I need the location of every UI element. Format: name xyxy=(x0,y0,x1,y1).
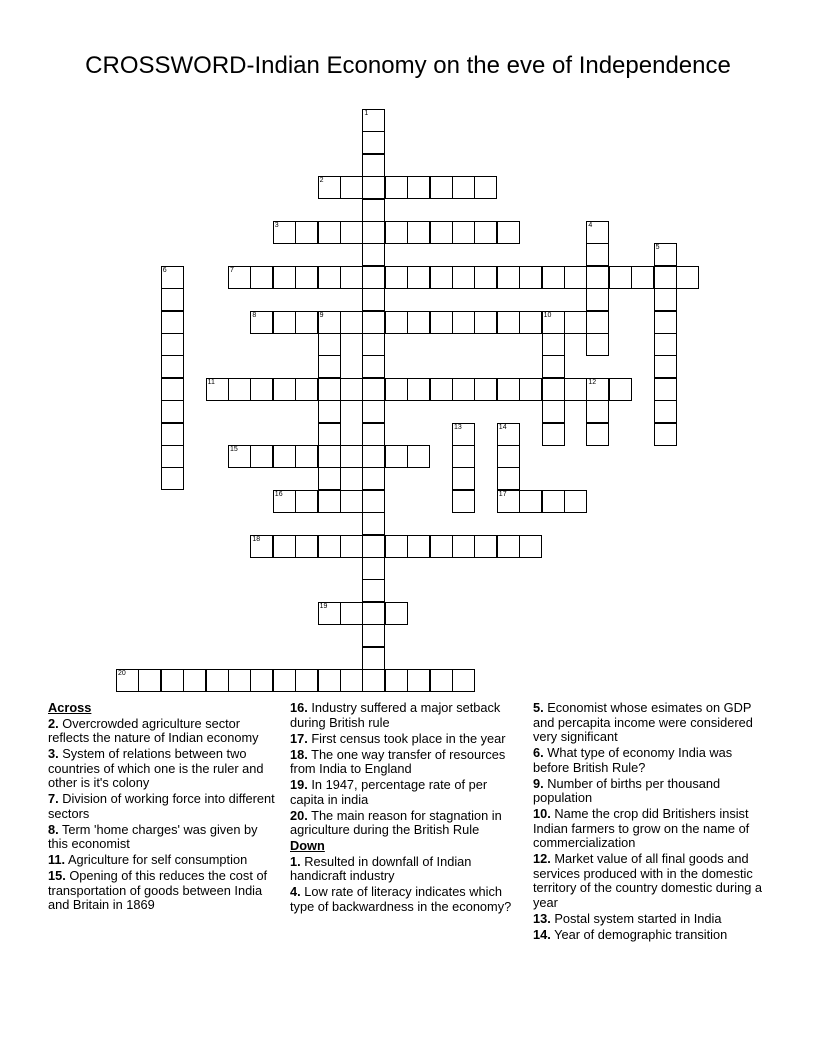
grid-cell[interactable] xyxy=(250,445,273,468)
grid-cell[interactable] xyxy=(161,467,184,490)
clue-number: 20 xyxy=(118,670,126,677)
grid-cell[interactable] xyxy=(228,266,251,289)
grid-cell[interactable] xyxy=(497,378,520,401)
clue-item: 6. What type of economy India was before British Rule? xyxy=(533,745,733,775)
grid-cell[interactable] xyxy=(676,266,699,289)
grid-cell[interactable] xyxy=(250,266,273,289)
grid-cell[interactable] xyxy=(542,490,565,513)
page-title: CROSSWORD-Indian Economy on the eve of Independence xyxy=(85,52,731,79)
grid-cell[interactable] xyxy=(654,266,677,289)
grid-cell[interactable] xyxy=(362,266,385,289)
grid-cell[interactable] xyxy=(295,378,318,401)
grid-cell[interactable] xyxy=(362,221,385,244)
clue-item: 4. Low rate of literacy indicates which type of backwardness in the economy? xyxy=(290,884,512,914)
grid-cell[interactable] xyxy=(586,221,609,244)
grid-cell[interactable] xyxy=(340,266,363,289)
grid-cell[interactable] xyxy=(362,288,385,311)
grid-cell[interactable] xyxy=(385,311,408,334)
grid-cell[interactable] xyxy=(340,445,363,468)
clue-number: 17 xyxy=(498,490,507,498)
clue-number: 14 xyxy=(498,423,507,431)
grid-cell[interactable] xyxy=(586,243,609,266)
grid-cell[interactable] xyxy=(430,221,453,244)
clue-item: 8. Term 'home charges' was given by this economist xyxy=(48,821,258,851)
grid-cell[interactable] xyxy=(295,266,318,289)
grid-cell[interactable] xyxy=(362,535,385,558)
clue-number: 6 xyxy=(162,266,167,274)
grid-cell[interactable] xyxy=(452,445,475,468)
grid-cell[interactable] xyxy=(183,669,206,692)
grid-cell[interactable] xyxy=(385,176,408,199)
grid-cell[interactable] xyxy=(474,221,497,244)
grid-cell[interactable] xyxy=(385,378,408,401)
grid-cell[interactable] xyxy=(362,199,385,222)
clue-number: 8 xyxy=(252,311,257,319)
grid-cell[interactable] xyxy=(273,311,296,334)
clue-item: 17. First census took place in the year xyxy=(290,730,506,746)
grid-cell[interactable] xyxy=(228,669,251,692)
grid-cell[interactable] xyxy=(362,131,385,154)
grid-cell[interactable] xyxy=(385,445,408,468)
grid-cell[interactable] xyxy=(564,490,587,513)
clue-number: 3 xyxy=(274,222,279,229)
grid-cell[interactable] xyxy=(385,669,408,692)
grid-cell[interactable] xyxy=(362,355,385,378)
grid-cell[interactable] xyxy=(519,311,542,334)
grid-cell[interactable] xyxy=(385,535,408,558)
grid-cell[interactable] xyxy=(273,445,296,468)
grid-cell[interactable] xyxy=(318,400,341,423)
grid-cell[interactable] xyxy=(542,311,565,334)
grid-cell[interactable] xyxy=(430,266,453,289)
grid-cell[interactable] xyxy=(519,490,542,513)
grid-cell[interactable] xyxy=(654,243,677,266)
grid-cell[interactable] xyxy=(340,669,363,692)
clue-item: 19. In 1947, percentage rate of per capita in india xyxy=(290,777,488,807)
clue-item: 20. The main reason for stagnation in agriculture during the British Rule xyxy=(290,807,502,837)
clue-column-2 xyxy=(290,701,522,916)
grid-cell[interactable] xyxy=(138,669,161,692)
grid-cell[interactable] xyxy=(542,423,565,446)
grid-cell[interactable] xyxy=(161,288,184,311)
grid-cell[interactable] xyxy=(452,176,475,199)
grid-cell[interactable] xyxy=(161,400,184,423)
grid-cell[interactable] xyxy=(340,535,363,558)
grid-cell[interactable] xyxy=(430,378,453,401)
grid-cell[interactable] xyxy=(340,378,363,401)
grid-cell[interactable] xyxy=(340,602,363,625)
grid-cell[interactable] xyxy=(654,423,677,446)
grid-cell[interactable] xyxy=(318,221,341,244)
grid-cell[interactable] xyxy=(318,467,341,490)
grid-cell[interactable] xyxy=(362,602,385,625)
grid-cell[interactable] xyxy=(295,221,318,244)
grid-cell[interactable] xyxy=(250,311,273,334)
grid-cell[interactable] xyxy=(206,378,229,401)
grid-cell[interactable] xyxy=(542,378,565,401)
grid-cell[interactable] xyxy=(654,355,677,378)
grid-cell[interactable] xyxy=(654,333,677,356)
grid-cell[interactable] xyxy=(385,266,408,289)
grid-cell[interactable] xyxy=(318,355,341,378)
grid-cell[interactable] xyxy=(452,266,475,289)
grid-cell[interactable] xyxy=(318,669,341,692)
grid-cell[interactable] xyxy=(362,243,385,266)
grid-cell[interactable] xyxy=(452,423,475,446)
clue-number: 19 xyxy=(319,602,328,610)
clue-item: 7. Division of working force into different sectors xyxy=(48,791,275,821)
grid-cell[interactable] xyxy=(318,535,341,558)
grid-cell[interactable] xyxy=(407,378,430,401)
grid-cell[interactable] xyxy=(385,221,408,244)
grid-cell[interactable] xyxy=(586,288,609,311)
grid-cell[interactable] xyxy=(654,311,677,334)
grid-cell[interactable] xyxy=(161,445,184,468)
grid-cell[interactable] xyxy=(318,445,341,468)
clue-item: 1. Resulted in downfall of Indian handicraft industry xyxy=(290,853,472,883)
grid-cell[interactable] xyxy=(430,176,453,199)
grid-cell[interactable] xyxy=(161,266,184,289)
grid-cell[interactable] xyxy=(273,266,296,289)
grid-cell[interactable] xyxy=(609,266,632,289)
grid-cell[interactable] xyxy=(586,266,609,289)
down-heading: Down xyxy=(290,838,325,853)
clue-number: 16 xyxy=(274,490,283,498)
grid-cell[interactable] xyxy=(474,535,497,558)
grid-cell[interactable] xyxy=(318,378,341,401)
grid-cell[interactable] xyxy=(228,378,251,401)
clue-number: 18 xyxy=(252,535,261,543)
grid-cell[interactable] xyxy=(161,669,184,692)
grid-cell[interactable] xyxy=(362,669,385,692)
grid-cell[interactable] xyxy=(497,490,520,513)
clue-item: 3. System of relations between two countries of which one is the ruler and other is it's colony xyxy=(48,746,264,790)
grid-cell[interactable] xyxy=(542,333,565,356)
clue-number: 12 xyxy=(588,378,597,386)
grid-cell[interactable] xyxy=(609,378,632,401)
grid-cell[interactable] xyxy=(519,535,542,558)
grid-cell[interactable] xyxy=(654,378,677,401)
clue-number: 13 xyxy=(454,423,462,431)
grid-cell[interactable] xyxy=(474,311,497,334)
grid-cell[interactable] xyxy=(654,288,677,311)
grid-cell[interactable] xyxy=(362,176,385,199)
grid-cell[interactable] xyxy=(362,490,385,513)
grid-cell[interactable] xyxy=(340,311,363,334)
grid-cell[interactable] xyxy=(295,490,318,513)
grid-cell[interactable] xyxy=(407,669,430,692)
grid-cell[interactable] xyxy=(586,423,609,446)
clue-item: 11. Agriculture for self consumption xyxy=(48,852,248,867)
grid-cell[interactable] xyxy=(542,400,565,423)
grid-cell[interactable] xyxy=(161,423,184,446)
clue-item: 10. Name the crop did Britishers insist Indian farmers to grow on the name of commercialization xyxy=(533,806,750,850)
grid-cell[interactable] xyxy=(586,400,609,423)
grid-cell[interactable] xyxy=(362,333,385,356)
grid-cell[interactable] xyxy=(362,467,385,490)
grid-cell[interactable] xyxy=(161,378,184,401)
grid-cell[interactable] xyxy=(318,423,341,446)
grid-cell[interactable] xyxy=(407,176,430,199)
clue-number: 10 xyxy=(543,311,552,319)
grid-cell[interactable] xyxy=(452,221,475,244)
grid-cell[interactable] xyxy=(318,333,341,356)
clue-number: 9 xyxy=(319,311,324,319)
grid-cell[interactable] xyxy=(295,669,318,692)
grid-cell[interactable] xyxy=(318,176,341,199)
clue-number: 4 xyxy=(588,222,593,229)
grid-cell[interactable] xyxy=(116,669,139,692)
grid-cell[interactable] xyxy=(430,535,453,558)
grid-cell[interactable] xyxy=(519,378,542,401)
grid-cell[interactable] xyxy=(586,378,609,401)
grid-cell[interactable] xyxy=(430,669,453,692)
grid-cell[interactable] xyxy=(340,176,363,199)
clue-item: 13. Postal system started in India xyxy=(533,910,722,926)
grid-cell[interactable] xyxy=(362,109,385,132)
grid-cell[interactable] xyxy=(318,266,341,289)
grid-cell[interactable] xyxy=(340,490,363,513)
grid-cell[interactable] xyxy=(542,266,565,289)
across-heading: Across xyxy=(48,700,92,715)
grid-cell[interactable] xyxy=(519,266,542,289)
grid-cell[interactable] xyxy=(586,311,609,334)
grid-cell[interactable] xyxy=(206,669,229,692)
grid-cell[interactable] xyxy=(362,400,385,423)
grid-cell[interactable] xyxy=(161,333,184,356)
grid-cell[interactable] xyxy=(362,512,385,535)
grid-cell[interactable] xyxy=(318,602,341,625)
clue-item: 9. Number of births per thousand population xyxy=(533,775,721,805)
grid-cell[interactable] xyxy=(362,154,385,177)
grid-cell[interactable] xyxy=(586,333,609,356)
grid-cell[interactable] xyxy=(161,311,184,334)
grid-cell[interactable] xyxy=(385,602,408,625)
grid-cell[interactable] xyxy=(362,445,385,468)
grid-cell[interactable] xyxy=(474,176,497,199)
grid-cell[interactable] xyxy=(362,647,385,670)
grid-cell[interactable] xyxy=(654,400,677,423)
grid-cell[interactable] xyxy=(318,490,341,513)
grid-cell[interactable] xyxy=(318,311,341,334)
grid-cell[interactable] xyxy=(497,445,520,468)
grid-cell[interactable] xyxy=(295,445,318,468)
grid-cell[interactable] xyxy=(497,423,520,446)
grid-cell[interactable] xyxy=(564,378,587,401)
clue-column-1 xyxy=(48,701,278,914)
grid-cell[interactable] xyxy=(564,311,587,334)
clue-item: 15. Opening of this reduces the cost of transportation of goods between India and Britain in 1869 xyxy=(48,868,268,912)
grid-cell[interactable] xyxy=(452,669,475,692)
grid-cell[interactable] xyxy=(362,311,385,334)
grid-cell[interactable] xyxy=(273,221,296,244)
grid-cell[interactable] xyxy=(452,378,475,401)
clue-item: 12. Market value of all final goods and services produced with in the domestic territory of the country domestic during a year xyxy=(533,851,763,910)
clue-item: 2. Overcrowded agriculture sector reflects the nature of Indian economy xyxy=(48,715,259,745)
grid-cell[interactable] xyxy=(273,669,296,692)
clue-item: 5. Economist whose esimates on GDP and percapita income were considered very significant xyxy=(533,700,753,744)
clue-number: 15 xyxy=(230,446,238,453)
grid-cell[interactable] xyxy=(250,378,273,401)
grid-cell[interactable] xyxy=(631,266,654,289)
grid-cell[interactable] xyxy=(452,311,475,334)
grid-cell[interactable] xyxy=(452,490,475,513)
clue-number: 11 xyxy=(207,378,215,386)
grid-cell[interactable] xyxy=(474,266,497,289)
grid-cell[interactable] xyxy=(273,490,296,513)
grid-cell[interactable] xyxy=(497,535,520,558)
grid-cell[interactable] xyxy=(362,624,385,647)
grid-cell[interactable] xyxy=(250,669,273,692)
clue-number: 5 xyxy=(655,244,660,252)
grid-cell[interactable] xyxy=(362,423,385,446)
grid-cell[interactable] xyxy=(452,535,475,558)
grid-cell[interactable] xyxy=(250,535,273,558)
clue-item: 16. Industry suffered a major setback during British rule xyxy=(290,700,501,730)
grid-cell[interactable] xyxy=(564,266,587,289)
grid-cell[interactable] xyxy=(362,579,385,602)
grid-cell[interactable] xyxy=(542,355,565,378)
clue-number: 7 xyxy=(230,266,234,274)
grid-cell[interactable] xyxy=(273,535,296,558)
grid-cell[interactable] xyxy=(228,445,251,468)
grid-cell[interactable] xyxy=(340,221,363,244)
clue-column-3 xyxy=(533,701,765,944)
grid-cell[interactable] xyxy=(362,378,385,401)
grid-cell[interactable] xyxy=(407,535,430,558)
grid-cell[interactable] xyxy=(497,467,520,490)
grid-cell[interactable] xyxy=(362,557,385,580)
grid-cell[interactable] xyxy=(497,221,520,244)
grid-cell[interactable] xyxy=(407,445,430,468)
grid-cell[interactable] xyxy=(407,266,430,289)
grid-cell[interactable] xyxy=(407,311,430,334)
grid-cell[interactable] xyxy=(407,221,430,244)
grid-cell[interactable] xyxy=(273,378,296,401)
clue-item: 18. The one way transfer of resources from India to England xyxy=(290,746,506,776)
grid-cell[interactable] xyxy=(474,378,497,401)
grid-cell[interactable] xyxy=(497,311,520,334)
clue-number: 1 xyxy=(364,110,369,117)
clue-item: 14. Year of demographic transition xyxy=(533,926,728,942)
grid-cell[interactable] xyxy=(161,355,184,378)
grid-cell[interactable] xyxy=(497,266,520,289)
grid-cell[interactable] xyxy=(295,535,318,558)
grid-cell[interactable] xyxy=(295,311,318,334)
grid-cell[interactable] xyxy=(430,311,453,334)
clue-number: 2 xyxy=(319,177,324,185)
grid-cell[interactable] xyxy=(452,467,475,490)
